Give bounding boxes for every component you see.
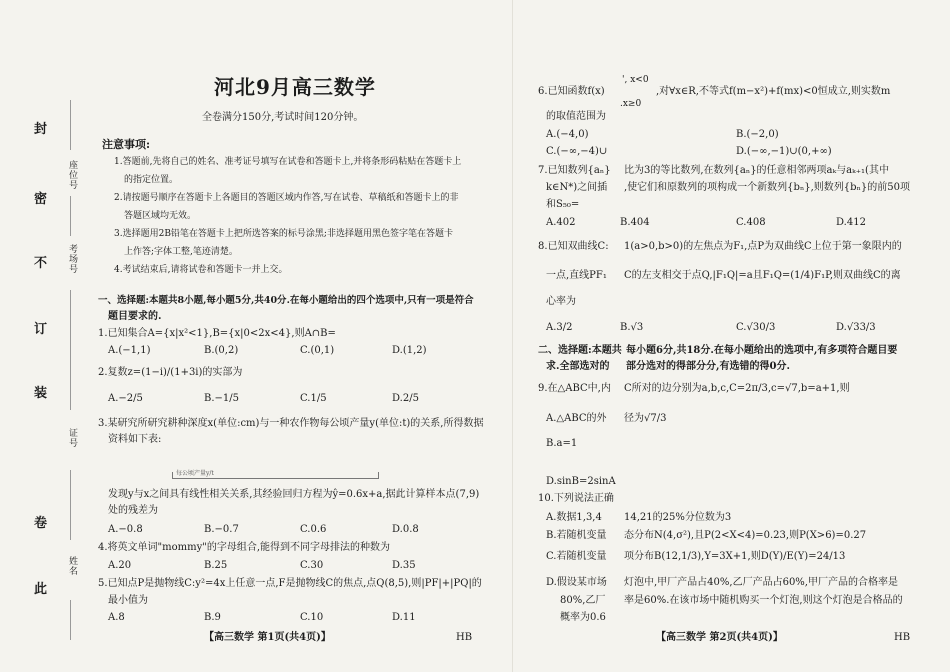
q8-option-b: B.√3: [620, 322, 644, 333]
seal-char: 订: [34, 322, 48, 337]
fill-line: [70, 196, 71, 236]
page-divider: [512, 0, 513, 672]
seal-char: 密: [34, 192, 48, 207]
section-2-heading-right: 每小题6分,共18分.在每小题给出的选项中,有多项符合题目要: [626, 345, 898, 356]
q6-piecewise-bottom: .x≥0: [620, 99, 642, 109]
page-code: HB: [894, 632, 911, 643]
q10-option-b-tail: 态分布N(4,σ²),且P(2<X<4)=0.23,则P(X>6)=0.27: [624, 530, 867, 541]
q10-option-b: B.若随机变量: [546, 530, 607, 541]
page-code: HB: [456, 632, 473, 643]
seal-char: 不: [34, 256, 48, 271]
section-1-heading: 一、选择题:本题共8小题,每小题5分,共40分.在每小题给出的四个选项中,只有一项是符合: [98, 295, 474, 306]
exam-title: 河北9月高三数学: [214, 75, 376, 99]
q3-option-a: A.−0.8: [108, 524, 143, 535]
q4-option-c: C.30: [300, 560, 324, 571]
q2-option-b: B.−1/5: [204, 393, 239, 404]
q8-option-c: C.√30/3: [736, 322, 776, 333]
q10-option-c-tail: 项分布B(12,1/3),Y=3X+1,则D(Y)/E(Y)=24/13: [624, 551, 846, 562]
q6-option-d: D.(−∞,−1)∪(0,+∞): [736, 146, 832, 157]
seat-number-label: 座位号: [67, 160, 77, 190]
q2-option-d: D.2/5: [392, 393, 419, 404]
q2-option-a: A.−2/5: [108, 393, 143, 404]
note-line: 3.选择题用2B铅笔在答题卡上把所选答案的标号涂黑;非选择题用黑色签字笔在答题卡: [114, 229, 453, 239]
q3-stem-cont: 资料如下表:: [108, 434, 162, 445]
exam-room-label: 考场号: [67, 244, 77, 274]
q6-piecewise-top: ', x<0: [622, 75, 649, 85]
section-2-heading-2-right: 部分选对的得部分分,有选错的得0分.: [626, 361, 790, 372]
q4-stem: 4.将英文单词"mommy"的字母组合,能得到不同字母排法的种数为: [98, 542, 391, 553]
q10-option-d: D.假设某市场: [546, 577, 607, 588]
q3-option-d: D.0.8: [392, 524, 419, 535]
q8-stem-right: 1(a>0,b>0)的左焦点为F₁,点P为双曲线C上位于第一象限内的: [624, 241, 902, 252]
q7-option-a: A.402: [546, 217, 576, 228]
page-footer: 【高三数学 第1页(共4页)】: [204, 632, 331, 643]
note-line: 的指定位置。: [124, 175, 179, 185]
q6-option-b: B.(−2,0): [736, 129, 779, 140]
q3-body: 发现y与x之间具有线性相关关系,其经验回归方程为ŷ=0.6x+a,据此计算样本点(7,9): [108, 489, 480, 500]
q1-option-b: B.(0,2): [204, 345, 239, 356]
q2-option-c: C.1/5: [300, 393, 327, 404]
data-table-header: 每公顷产量y/t: [176, 470, 214, 477]
q9-stem: 9.在△ABC中,内: [538, 383, 611, 394]
q8-stem-2: 一点,直线PF₁: [546, 270, 607, 281]
q8-stem: 8.已知双曲线C:: [538, 241, 609, 252]
section-2-heading-2: 求.全部选对的: [546, 361, 610, 372]
q9-option-a: A.△ABC的外: [546, 413, 607, 424]
q5-option-b: B.9: [204, 612, 221, 623]
q5-stem-cont: 最小值为: [108, 595, 148, 606]
q1-option-d: D.(1,2): [392, 345, 427, 356]
q4-option-a: A.20: [108, 560, 132, 571]
q7-stem-2: k∈N*)之间插: [546, 182, 608, 193]
q3-stem: 3.某研究所研究耕种深度x(单位:cm)与一种农作物每公顷产量y(单位:t)的关系,所得数据: [98, 418, 484, 429]
q6-stem: 6.已知函数f(x): [538, 86, 605, 97]
note-line: 上作答;字体工整,笔迹清楚。: [124, 247, 238, 257]
q9-option-a-tail: 径为√7/3: [624, 413, 667, 424]
q1-stem: 1.已知集合A={x|x²<1},B={x|0<2x<4},则A∩B=: [98, 328, 336, 339]
q8-option-d: D.√33/3: [836, 322, 876, 333]
q8-stem-3: 心率为: [546, 296, 576, 307]
id-number-label: 证号: [67, 428, 77, 448]
q8-stem-2-right: C的左支相交于点Q,|F₁Q|=a且F₁Q=(1/4)F₁P,则双曲线C的离: [624, 270, 901, 281]
q10-option-d-2: 80%,乙厂: [560, 595, 606, 606]
fill-line: [70, 100, 71, 150]
q7-stem-2-right: ,使它们和原数列的项构成一个新数列{bₙ},则数列{bₙ}的前50项: [624, 182, 910, 193]
q6-condition: ,对∀x∈R,不等式f(m−x²)+f(mx)<0恒成立,则实数m: [656, 86, 891, 97]
fill-line: [70, 290, 71, 410]
q6-option-c: C.(−∞,−4)∪: [546, 146, 608, 157]
q10-option-d-2-tail: 率是60%.在该市场中随机购买一个灯泡,则这个灯泡是合格品的: [624, 595, 903, 606]
page-footer: 【高三数学 第2页(共4页)】: [656, 632, 783, 643]
q5-option-d: D.11: [392, 612, 416, 623]
q1-option-a: A.(−1,1): [108, 345, 151, 356]
q10-option-d-tail: 灯泡中,甲厂产品占40%,乙厂产品占60%,甲厂产品的合格率是: [624, 577, 898, 588]
q5-option-c: C.10: [300, 612, 324, 623]
q10-stem: 10.下列说法正确: [538, 493, 614, 504]
section-1-heading-cont: 题目要求的.: [108, 311, 162, 322]
binding-margin: [0, 0, 78, 672]
seal-char: 装: [34, 386, 48, 401]
note-line: 1.答题前,先将自己的姓名、准考证号填写在试卷和答题卡上,并将条形码粘贴在答题卡上: [114, 157, 462, 167]
q3-option-c: C.0.6: [300, 524, 327, 535]
q8-option-a: A.3/2: [546, 322, 573, 333]
page-1: [92, 0, 492, 672]
q2-stem: 2.复数z=(1−i)/(1+3i)的实部为: [98, 367, 243, 378]
q3-option-b: B.−0.7: [204, 524, 239, 535]
q9-option-d: D.sinB=2sinA: [546, 476, 616, 487]
q4-option-b: B.25: [204, 560, 228, 571]
seal-char: 封: [34, 122, 48, 137]
q9-stem-right: C所对的边分别为a,b,c,C=2π/3,c=√7,b=a+1,则: [624, 383, 850, 394]
q7-option-c: C.408: [736, 217, 766, 228]
q7-stem-3: 和S₅₀=: [546, 199, 580, 210]
name-label: 姓名: [67, 556, 77, 576]
fill-line: [70, 470, 71, 540]
q10-option-a: A.数据1,3,4: [546, 512, 602, 523]
q6-range: 的取值范围为: [546, 111, 606, 122]
seal-char: 卷: [34, 516, 48, 531]
q10-option-d-3: 概率为0.6: [560, 612, 606, 623]
q5-stem: 5.已知点P是抛物线C:y²=4x上任意一点,F是抛物线C的焦点,点Q(8,5),则|PF|+|PQ|的: [98, 578, 482, 589]
exam-info: 全卷满分150分,考试时间120分钟。: [202, 112, 364, 123]
note-line: 答题区域均无效。: [124, 211, 197, 221]
fill-line: [70, 600, 71, 640]
q1-option-c: C.(0,1): [300, 345, 335, 356]
section-2-heading: 二、选择题:本题共: [538, 345, 622, 356]
note-line: 2.请按题号顺序在答题卡上各题目的答题区域内作答,写在试卷、草稿纸和答题卡上的非: [114, 193, 459, 203]
seal-char: 此: [34, 582, 48, 597]
q4-option-d: D.35: [392, 560, 416, 571]
note-line: 4.考试结束后,请将试卷和答题卡一并上交。: [114, 265, 288, 275]
q7-stem-right: 比为3的等比数列,在数列{aₙ}的任意相邻两项aₖ与aₖ₊₁(其中: [624, 165, 889, 176]
q5-option-a: A.8: [108, 612, 125, 623]
q7-option-d: D.412: [836, 217, 866, 228]
notes-heading: 注意事项:: [102, 138, 151, 151]
q10-option-c: C.若随机变量: [546, 551, 607, 562]
page-2: [534, 0, 946, 672]
q9-option-b: B.a=1: [546, 438, 578, 449]
q3-body-cont: 处的残差为: [108, 505, 158, 516]
q6-option-a: A.(−4,0): [546, 129, 589, 140]
q10-option-a-tail: 14,21的25%分位数为3: [624, 512, 732, 523]
q7-option-b: B.404: [620, 217, 650, 228]
q7-stem: 7.已知数列{aₙ}: [538, 165, 611, 176]
